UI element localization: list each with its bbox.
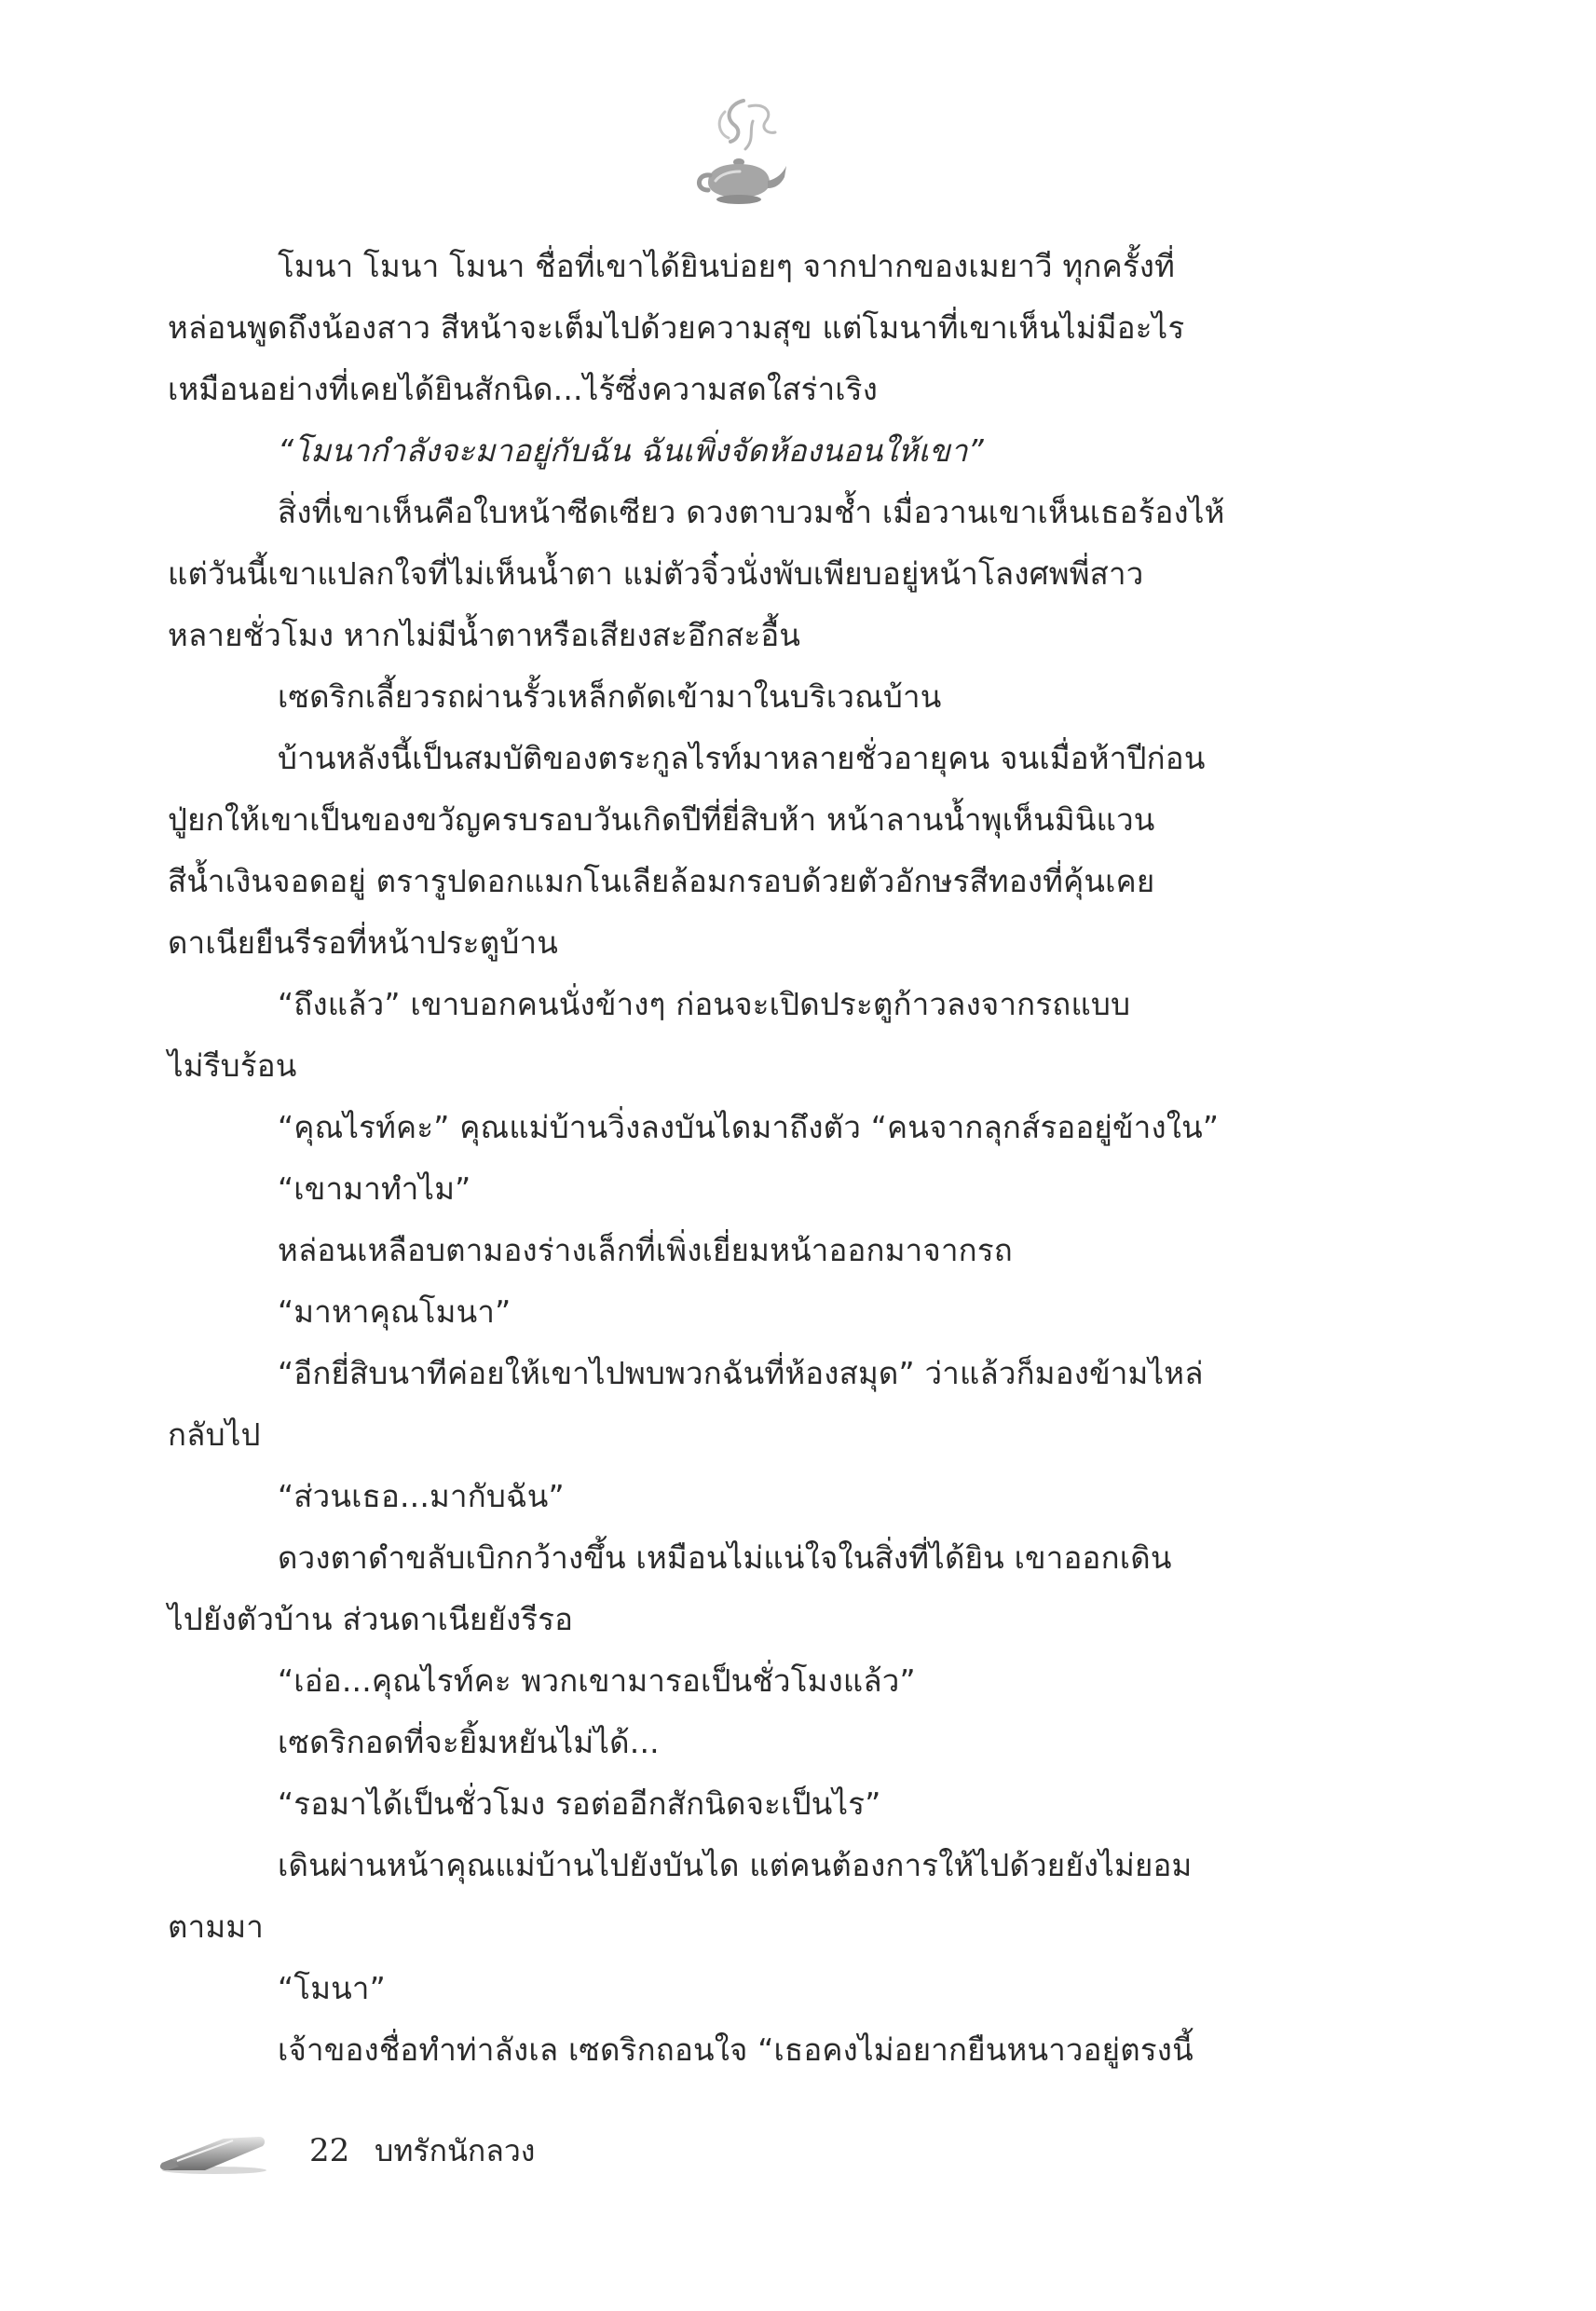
text-line: “คุณไรท์คะ” คุณแม่บ้านวิ่งลงบันไดมาถึงตัว “คนจากลุกส์รออยู่ข้างใน” (278, 1109, 1220, 1145)
text-line: “อีกยี่สิบนาทีค่อยให้เขาไปพบพวกฉันที่ห้องสมุด” ว่าแล้วก็มองข้ามไหล่ (278, 1355, 1204, 1391)
text-line: หล่อนเหลือบตามองร่างเล็กที่เพิ่งเยี่ยมหน้าออกมาจากรถ (278, 1232, 1013, 1268)
text-line: เจ้าของชื่อทำท่าลังเล เซดริกถอนใจ “เธอคงไม่อยากยืนหนาวอยู่ตรงนี้ (278, 2031, 1194, 2068)
text-line: สิ่งที่เขาเห็นคือใบหน้าซีดเซียว ดวงตาบวมช้ำ เมื่อวานเขาเห็นเธอร้องไห้ (278, 494, 1225, 530)
page-footer (158, 2120, 811, 2185)
text-line: ดาเนียยืนรีรอที่หน้าประตูบ้าน (168, 924, 558, 961)
text-line: แต่วันนี้เขาแปลกใจที่ไม่เห็นน้ำตา แม่ตัวจิ๋วนั่งพับเพียบอยู่หน้าโลงศพพี่สาว (168, 555, 1144, 592)
body-text (168, 236, 1323, 2081)
text-line: เซดริกอดที่จะยิ้มหยันไม่ได้... (278, 1724, 660, 1760)
text-line: เดินผ่านหน้าคุณแม่บ้านไปยังบันได แต่คนต้องการให้ไปด้วยยังไม่ยอม (278, 1847, 1193, 1883)
teapot-ornament-icon (688, 93, 790, 214)
text-line: เซดริกเลี้ยวรถผ่านรั้วเหล็กดัดเข้ามาในบริเวณบ้าน (278, 678, 942, 715)
text-line: หลายชั่วโมง หากไม่มีน้ำตาหรือเสียงสะอึกสะอื้น (168, 617, 801, 653)
book-title: บทรักนักลวง (375, 2133, 536, 2168)
page-number: 22 (309, 2132, 350, 2169)
text-line: ตามมา (168, 1908, 264, 1945)
text-line: ไม่รีบร้อน (168, 1047, 297, 1084)
text-line: “โมนากำลังจะมาอยู่กับฉัน ฉันเพิ่งจัดห้องนอนให้เขา” (278, 432, 984, 469)
text-line: โมนา โมนา โมนา ชื่อที่เขาได้ยินบ่อยๆ จากปากของเมยาวี ทุกครั้งที่ (278, 248, 1176, 284)
text-line: หล่อนพูดถึงน้องสาว สีหน้าจะเต็มไปด้วยความสุข แต่โมนาที่เขาเห็นไม่มีอะไร (168, 309, 1185, 346)
text-line: ไปยังตัวบ้าน ส่วนดาเนียยังรีรอ (168, 1601, 574, 1637)
usb-drive-icon (158, 2129, 270, 2176)
text-line: “เขามาทำไม” (278, 1170, 471, 1207)
text-line: ดวงตาดำขลับเบิกกว้างขึ้น เหมือนไม่แน่ใจในสิ่งที่ได้ยิน เขาออกเดิน (278, 1539, 1172, 1576)
text-line: บ้านหลังนี้เป็นสมบัติของตระกูลไรท์มาหลายชั่วอายุคน จนเมื่อห้าปีก่อน (278, 740, 1206, 776)
text-line: กลับไป (168, 1416, 261, 1453)
text-line: “ส่วนเธอ...มากับฉัน” (278, 1478, 565, 1514)
text-line: “รอมาได้เป็นชั่วโมง รอต่ออีกสักนิดจะเป็นไร” (278, 1785, 881, 1822)
text-line: “โมนา” (278, 1970, 386, 2006)
text-line: “มาหาคุณโมนา” (278, 1293, 512, 1330)
text-line: “เอ่อ...คุณไรท์คะ พวกเขามารอเป็นชั่วโมงแล้ว” (278, 1662, 916, 1699)
text-line: เหมือนอย่างที่เคยได้ยินสักนิด...ไร้ซึ่งความสดใสร่าเริง (168, 371, 879, 407)
text-line: สีน้ำเงินจอดอยู่ ตรารูปดอกแมกโนเลียล้อมกรอบด้วยตัวอักษรสีทองที่คุ้นเคย (168, 863, 1155, 899)
text-line: ปู่ยกให้เขาเป็นของขวัญครบรอบวันเกิดปีที่ยี่สิบห้า หน้าลานน้ำพุเห็นมินิแวน (168, 801, 1155, 838)
text-line: “ถึงแล้ว” เขาบอกคนนั่งข้างๆ ก่อนจะเปิดประตูก้าวลงจากรถแบบ (278, 986, 1131, 1022)
